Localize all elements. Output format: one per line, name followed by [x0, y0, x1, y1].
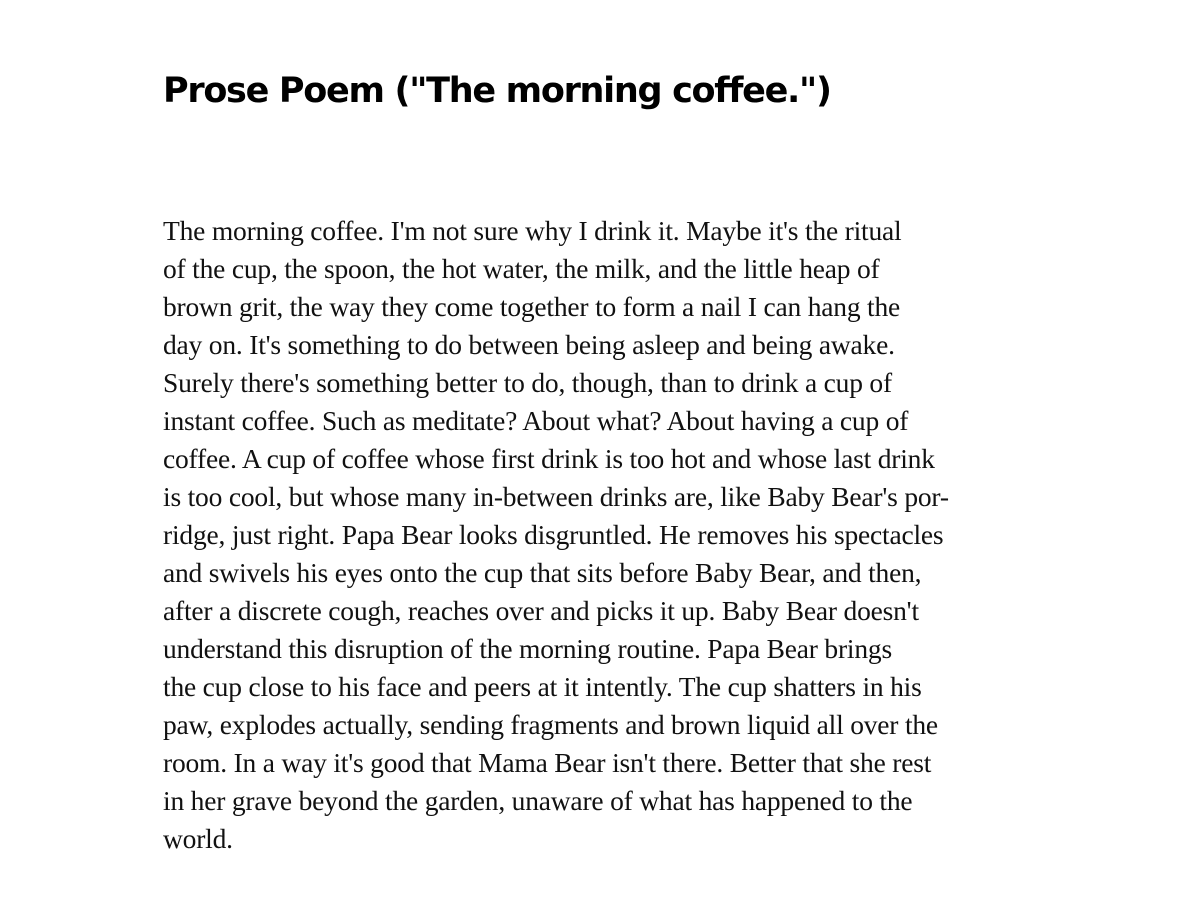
poem-line: and swivels his eyes onto the cup that sits before Baby Bear, and then,: [163, 557, 922, 588]
poem-line: world.: [163, 823, 233, 854]
poem-line: brown grit, the way they come together to form a nail I can hang the: [163, 291, 901, 322]
poem-body: [163, 212, 949, 858]
poem-line: the cup close to his face and peers at it intently. The cup shatters in his: [163, 671, 922, 702]
poem-line: Surely there's something better to do, though, than to drink a cup of: [163, 367, 892, 398]
poem-line: after a discrete cough, reaches over and picks it up. Baby Bear doesn't: [163, 595, 919, 626]
poem-title: Prose Poem ("The morning coffee."): [163, 71, 831, 111]
poem-line: room. In a way it's good that Mama Bear isn't there. Better that she rest: [163, 747, 932, 778]
poem-line: instant coffee. Such as meditate? About what? About having a cup of: [163, 405, 909, 436]
poem-line: day on. It's something to do between being asleep and being awake.: [163, 329, 895, 360]
poem-line: ridge, just right. Papa Bear looks disgruntled. He removes his spectacles: [163, 519, 944, 550]
poem-line: of the cup, the spoon, the hot water, the milk, and the little heap of: [163, 253, 880, 284]
poem-line: understand this disruption of the morning routine. Papa Bear brings: [163, 633, 892, 664]
poem-line: in her grave beyond the garden, unaware of what has happened to the: [163, 785, 913, 816]
poem-line: The morning coffee. I'm not sure why I drink it. Maybe it's the ritual: [163, 215, 902, 246]
poem-line: coffee. A cup of coffee whose first drink is too hot and whose last drink: [163, 443, 935, 474]
poem-line: is too cool, but whose many in-between drinks are, like Baby Bear's por-: [163, 481, 949, 512]
poem-line: paw, explodes actually, sending fragments and brown liquid all over the: [163, 709, 938, 740]
